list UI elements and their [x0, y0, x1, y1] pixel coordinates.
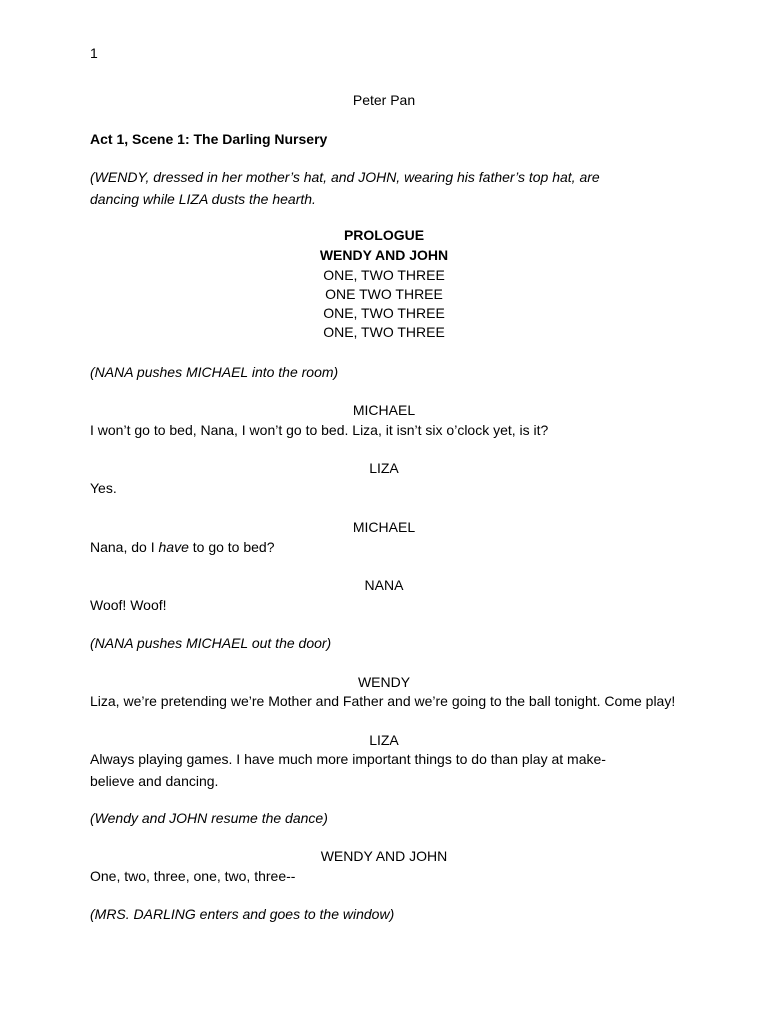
- scene-heading: Act 1, Scene 1: The Darling Nursery: [90, 131, 328, 147]
- dialogue-text: Nana, do I: [90, 539, 159, 555]
- song-lyric-line: ONE TWO THREE: [325, 286, 443, 302]
- play-title: Peter Pan: [352, 92, 416, 108]
- stage-direction-opening: (WENDY, dressed in her mother’s hat, and JOHN, wearing his father’s top hat, are dancing while LIZA dusts the hearth.: [90, 169, 600, 207]
- song-lyric-line: ONE, TWO THREE: [323, 324, 445, 340]
- stage-direction: (NANA pushes MICHAEL out the door): [90, 635, 332, 651]
- song-lyric-line: ONE, TWO THREE: [323, 267, 445, 283]
- speaker-name: LIZA: [369, 732, 399, 748]
- speaker-name: MICHAEL: [352, 402, 416, 418]
- stage-direction: (Wendy and JOHN resume the dance): [90, 810, 328, 826]
- dialogue-line: Yes.: [90, 480, 117, 496]
- dialogue-line: One, two, three, one, two, three--: [90, 868, 296, 884]
- page-number: 1: [90, 45, 98, 61]
- song-lyric-line: ONE, TWO THREE: [323, 305, 445, 321]
- song-title: PROLOGUE: [343, 227, 425, 243]
- speaker-name: NANA: [364, 577, 404, 593]
- dialogue-line: Always playing games. I have much more important things to do than play at make-believe and dancing.: [90, 751, 606, 789]
- stage-direction: (MRS. DARLING enters and goes to the window): [90, 906, 395, 922]
- dialogue-text: to go to bed?: [188, 539, 275, 555]
- speaker-name: MICHAEL: [352, 519, 416, 535]
- dialogue-emphasis: have: [158, 539, 189, 555]
- dialogue-line: [90, 538, 275, 556]
- speaker-name: WENDY: [357, 674, 411, 690]
- song-singers: WENDY AND JOHN: [319, 247, 449, 263]
- speaker-name: WENDY AND JOHN: [320, 848, 448, 864]
- dialogue-line: Woof! Woof!: [90, 597, 167, 613]
- speaker-name: LIZA: [369, 460, 399, 476]
- stage-direction: (NANA pushes MICHAEL into the room): [90, 364, 339, 380]
- dialogue-line: I won’t go to bed, Nana, I won’t go to bed. Liza, it isn’t six o’clock yet, is it?: [90, 422, 549, 438]
- dialogue-line: Liza, we’re pretending we’re Mother and Father and we’re going to the ball tonight. Come play!: [90, 693, 676, 709]
